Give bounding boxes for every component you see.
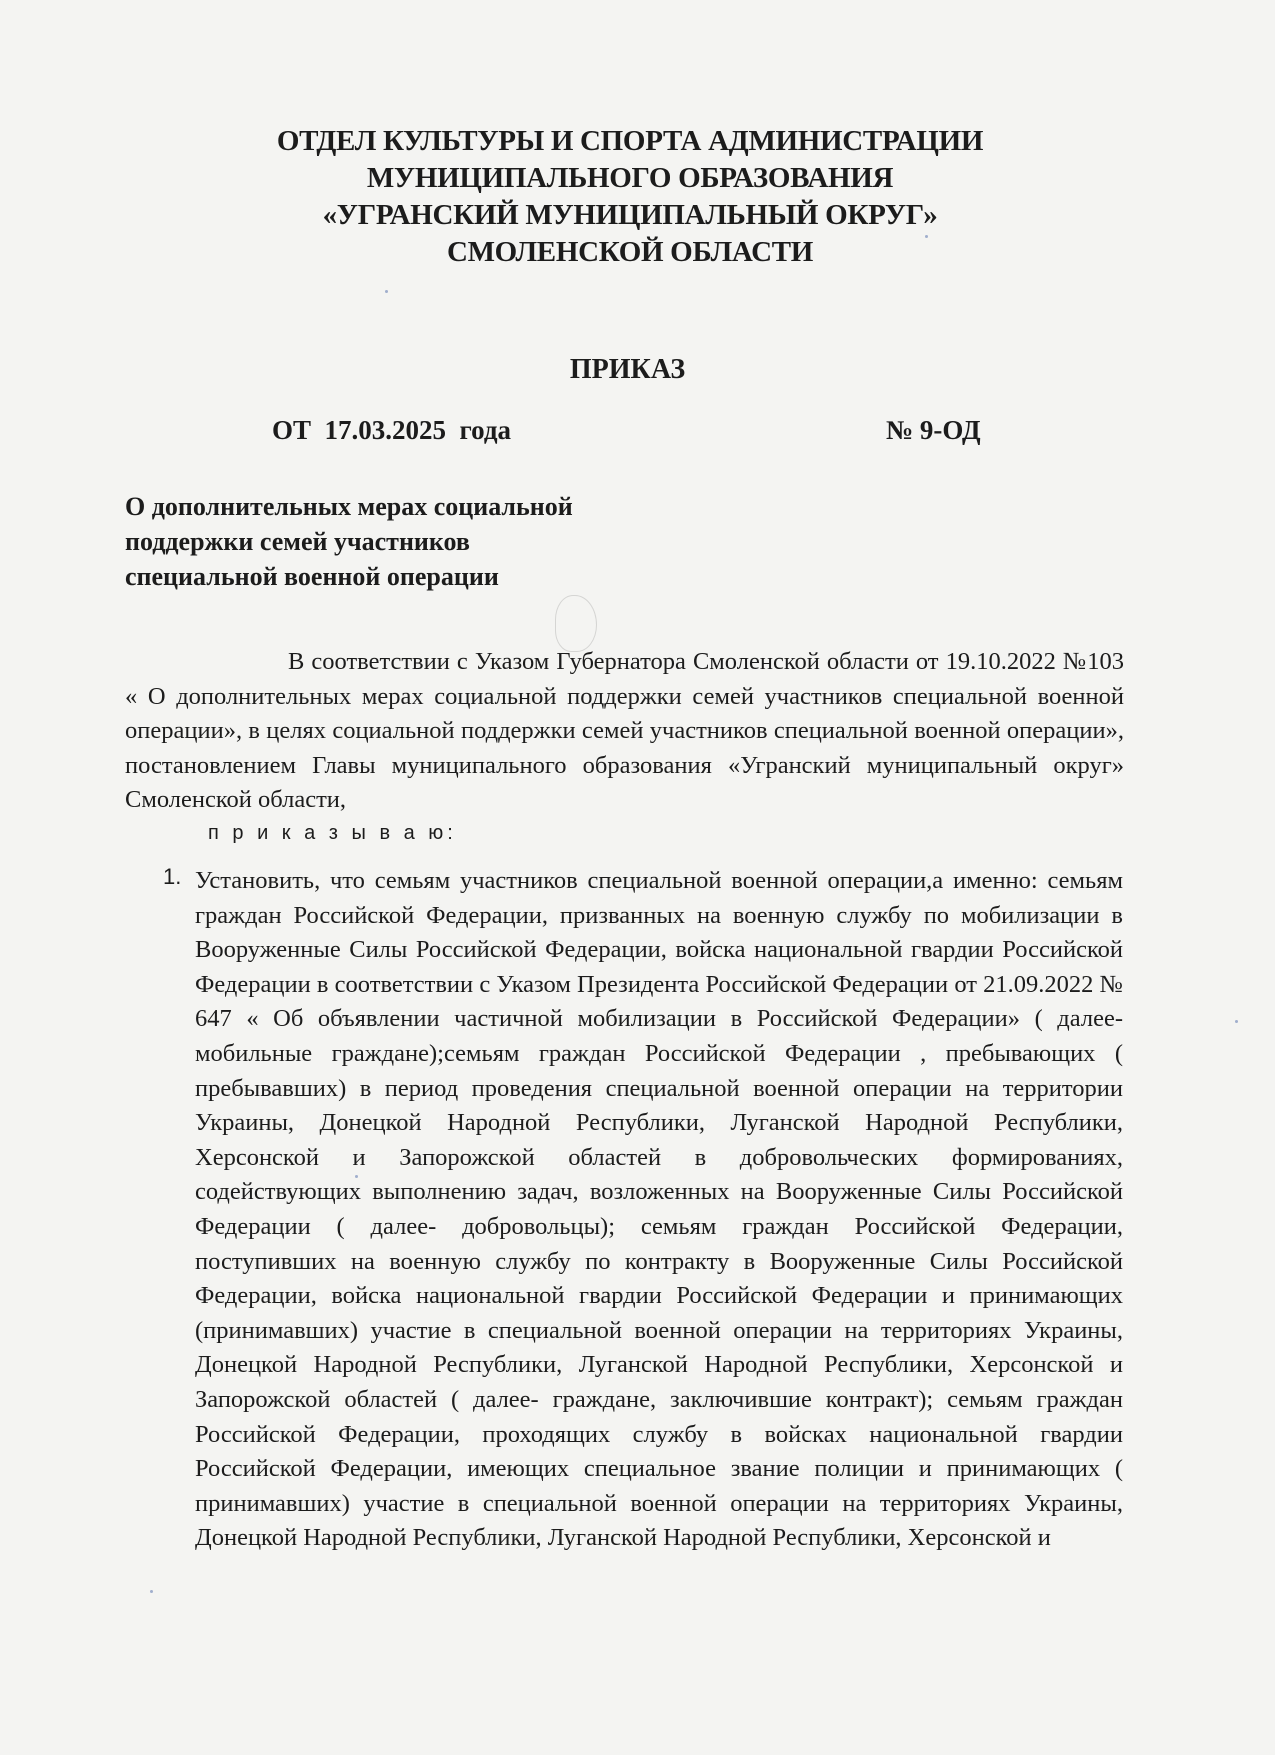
subject-line: О дополнительных мерах социальной	[125, 492, 573, 521]
order-subject	[125, 489, 573, 594]
scan-speck	[355, 1175, 358, 1178]
preamble-paragraph: В соответствии с Указом Губернатора Смоленской области от 19.10.2022 №103 « О дополнительных мерах социальной поддержки семей участников специальной военной операции», в целях социальной поддержки семей участников специальной военной операции», постановлением Главы муниципального образования «Угранский муниципальный округ» Смоленской области,	[125, 648, 1124, 813]
order-number: № 9-ОД	[886, 415, 981, 445]
header-line: «УГРАНСКИЙ МУНИЦИПАЛЬНЫЙ ОКРУГ»	[322, 199, 938, 231]
scan-speck	[925, 235, 928, 238]
scan-speck	[150, 1590, 153, 1593]
header-line: ОТДЕЛ КУЛЬТУРЫ И СПОРТА АДМИНИСТРАЦИИ	[276, 125, 984, 157]
order-command: п р и к а з ы в а ю:	[208, 822, 457, 844]
scan-speck	[385, 290, 388, 293]
subject-line: поддержки семей участников	[125, 527, 470, 556]
paper-smudge	[555, 595, 597, 652]
header-line: МУНИЦИПАЛЬНОГО ОБРАЗОВАНИЯ	[366, 162, 894, 194]
subject-line: специальной военной операции	[125, 562, 499, 591]
list-item-number: 1.	[163, 864, 182, 889]
list-item-text: Установить, что семьям участников специальной военной операции,а именно: семьям граждан Российской Федерации, призванных на военную службу по мобилизации в Вооруженные Силы Российской Федерации, войска национальной гвардии Российской Федерации в соответствии с Указом Президента Российской Федерации от 21.09.2022 № 647 « Об объявлении частичной мобилизации в Российской Федерации» ( далее- мобильные граждане);семьям граждан Российской Федерации , пребывающих ( пребывавших) в период проведения специальной военной операции на территории Украины, Донецкой Народной Республики, Луганской Народной Республики, Херсонской и Запорожской областей в добровольческих формированиях, содействующих выполнению задач, возложенных на Вооруженные Силы Российской Федерации ( далее- добровольцы); семьям граждан Российской Федерации, поступивших на военную службу по контракту в Вооруженные Силы Российской Федерации, войска национальной гвардии Российской Федерации и принимающих (принимавших) участие в специальной военной операции на территориях Украины, Донецкой Народной Республики, Луганской Народной Республики, Херсонской и Запорожской областей ( далее- граждане, заключившие контракт); семьям граждан Российской Федерации, проходящих службу в войсках национальной гвардии Российской Федерации, имеющих специальное звание полиции и принимающих ( принимавших) участие в специальной военной операции на территориях Украины, Донецкой Народной Республики, Луганской Народной Республики, Херсонской и	[195, 867, 1123, 1552]
scan-speck	[1235, 1020, 1238, 1023]
header-line: СМОЛЕНСКОЙ ОБЛАСТИ	[446, 236, 814, 268]
order-title: ПРИКАЗ	[569, 354, 686, 385]
order-date: ОТ 17.03.2025 года	[272, 415, 511, 445]
organization-header	[0, 123, 1260, 271]
